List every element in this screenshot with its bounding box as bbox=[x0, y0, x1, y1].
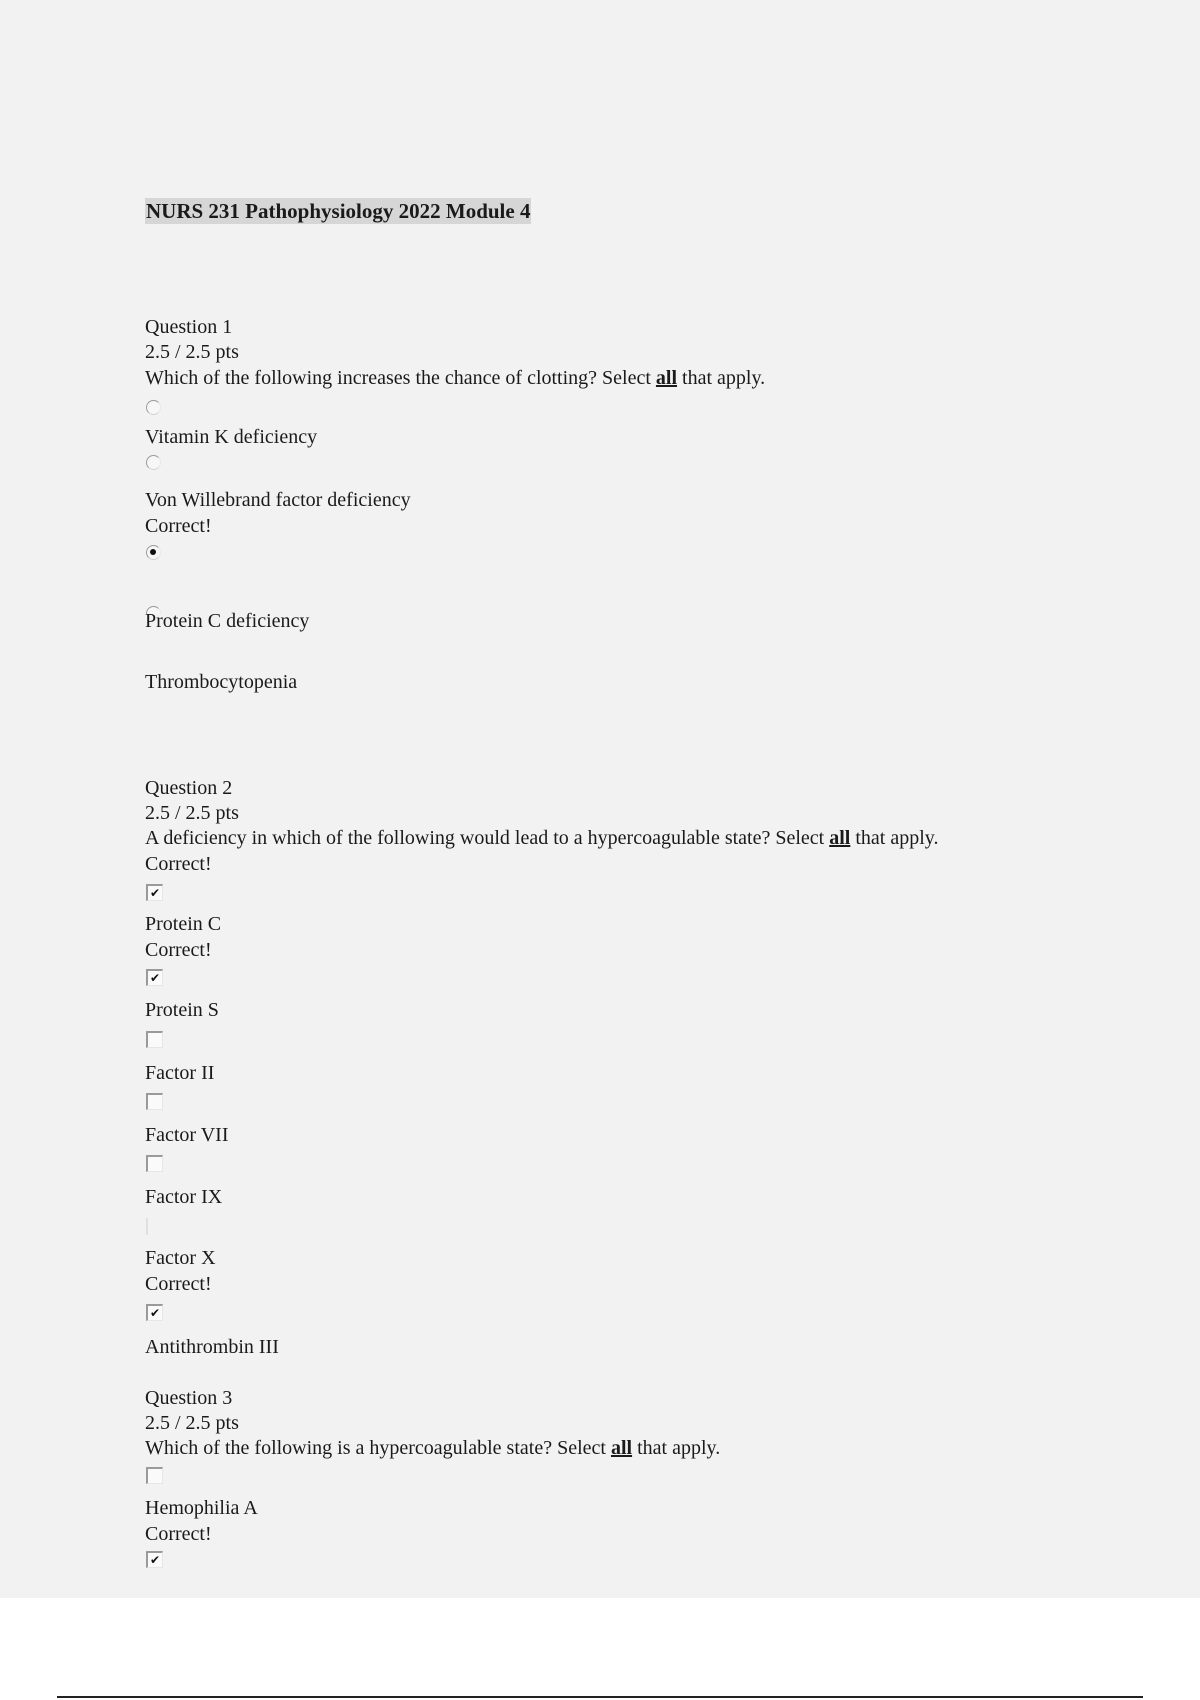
q2-option-1-label: Protein C bbox=[145, 913, 222, 935]
question-3-prompt-emphasis: all bbox=[610, 1437, 633, 1459]
question-2-score: 2.5 / 2.5 pts bbox=[145, 802, 239, 824]
q1-option-1-label: Vitamin K deficiency bbox=[145, 426, 318, 448]
q2-option-7-label: Antithrombin III bbox=[145, 1336, 279, 1358]
q2-option-7-checkbox[interactable]: ✔ bbox=[146, 1304, 163, 1321]
q2-option-6-label: Factor X bbox=[145, 1247, 216, 1269]
footer-rule bbox=[57, 1696, 1143, 1698]
question-2-prompt-emphasis: all bbox=[829, 827, 851, 849]
document-title: NURS 231 Pathophysiology 2022 Module 4 bbox=[146, 199, 531, 223]
question-1-prompt bbox=[145, 366, 765, 390]
q1-option-1-radio[interactable] bbox=[146, 400, 161, 415]
question-1-prompt-emphasis: all bbox=[655, 367, 678, 389]
q3-option-1-label: Hemophilia A bbox=[145, 1497, 258, 1519]
question-2-prompt-text: A deficiency in which of the following would lead to a hypercoagulable state? Select bbox=[145, 827, 830, 849]
q1-option-2-label: Von Willebrand factor deficiency bbox=[145, 489, 411, 511]
q1-option-2-radio[interactable] bbox=[146, 455, 161, 470]
question-1-prompt-tail: that apply. bbox=[677, 367, 766, 389]
q2-option-2-label: Protein S bbox=[145, 999, 219, 1021]
q2-option-2-feedback: Correct! bbox=[145, 939, 212, 961]
q2-option-6-checkbox[interactable] bbox=[146, 1218, 151, 1235]
question-2-label: Question 2 bbox=[145, 777, 233, 799]
question-3-prompt-tail: that apply. bbox=[632, 1437, 721, 1459]
q3-option-1-checkbox[interactable] bbox=[146, 1467, 163, 1484]
question-3-prompt bbox=[145, 1436, 720, 1460]
q2-option-1-feedback: Correct! bbox=[145, 853, 212, 875]
q2-option-5-checkbox[interactable] bbox=[146, 1155, 163, 1172]
q1-option-3-label: Protein C deficiency bbox=[145, 610, 310, 632]
q1-option-3-radio[interactable] bbox=[146, 545, 161, 560]
question-1-score: 2.5 / 2.5 pts bbox=[145, 341, 239, 363]
question-2-prompt bbox=[145, 826, 938, 850]
q1-option-4-label: Thrombocytopenia bbox=[145, 671, 298, 693]
q2-option-3-label: Factor II bbox=[145, 1062, 215, 1084]
q2-option-4-checkbox[interactable] bbox=[146, 1093, 163, 1110]
question-3-label: Question 3 bbox=[145, 1387, 233, 1409]
q1-option-3-feedback: Correct! bbox=[145, 515, 212, 537]
question-2-prompt-tail: that apply. bbox=[850, 827, 939, 849]
q2-option-4-label: Factor VII bbox=[145, 1124, 229, 1146]
q2-option-5-label: Factor IX bbox=[145, 1186, 223, 1208]
question-1-prompt-text: Which of the following increases the chance of clotting? Select bbox=[145, 367, 656, 389]
question-1-label: Question 1 bbox=[145, 316, 233, 338]
q2-option-1-checkbox[interactable]: ✔ bbox=[146, 884, 163, 901]
question-3-prompt-text: Which of the following is a hypercoagulable state? Select bbox=[145, 1437, 611, 1459]
q2-option-7-feedback: Correct! bbox=[145, 1273, 212, 1295]
q3-option-2-checkbox[interactable]: ✔ bbox=[146, 1551, 163, 1568]
q3-option-2-feedback: Correct! bbox=[145, 1523, 212, 1545]
q2-option-3-checkbox[interactable] bbox=[146, 1031, 163, 1048]
q2-option-2-checkbox[interactable]: ✔ bbox=[146, 969, 163, 986]
question-3-score: 2.5 / 2.5 pts bbox=[145, 1412, 239, 1434]
